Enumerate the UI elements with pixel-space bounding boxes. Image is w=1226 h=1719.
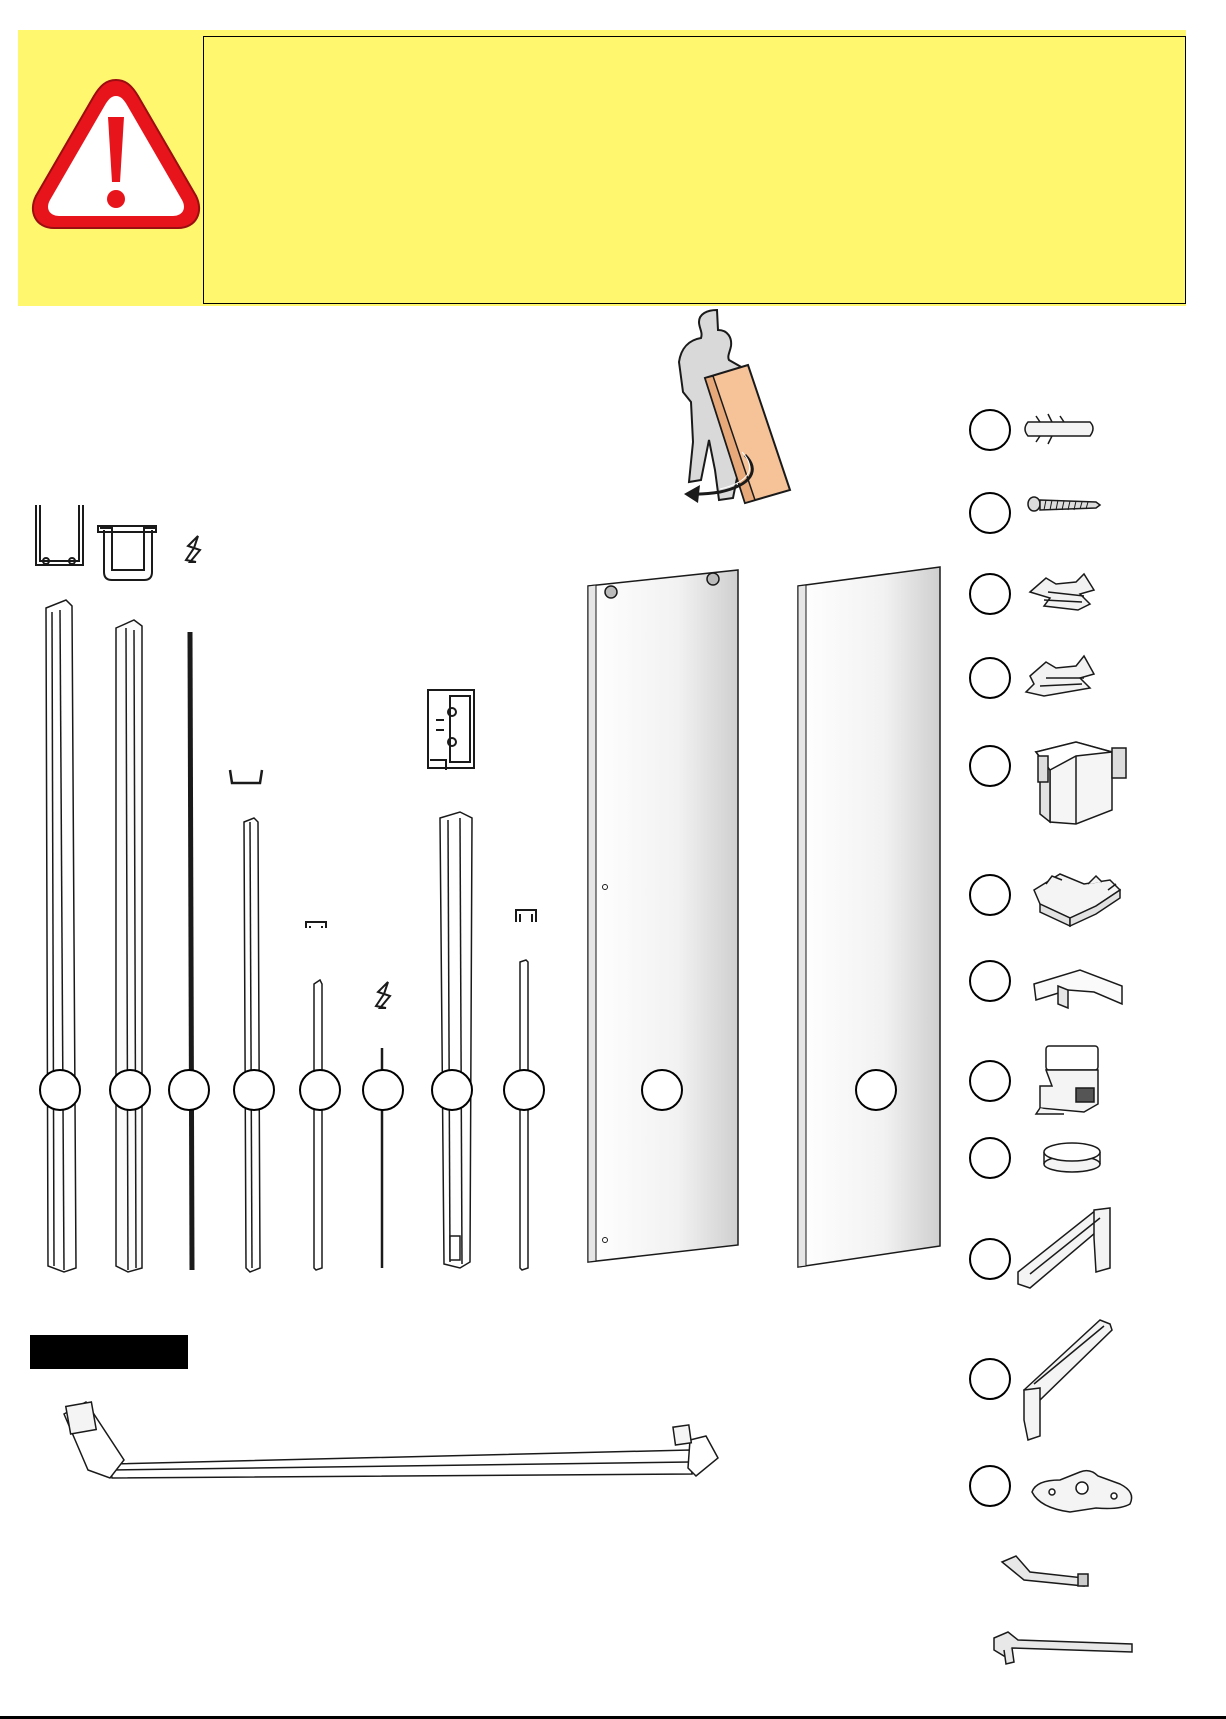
corner-cap-large-icon: [1036, 742, 1126, 824]
hex-key-long-icon: [994, 1632, 1132, 1664]
clip-b-icon: [1026, 656, 1094, 696]
stabilizer-bracket-a-icon: [1018, 1208, 1110, 1288]
u-profile-small-b: [520, 960, 528, 1270]
u-section-b: [516, 910, 536, 922]
stabilizer-bracket-b-icon: [1024, 1320, 1112, 1440]
wall-plug-icon: [1025, 414, 1093, 444]
u-profile-small: [314, 980, 322, 1270]
hex-key-short-icon: [1002, 1556, 1088, 1586]
track-profile: [440, 812, 472, 1268]
profile-section-a: [36, 505, 83, 565]
round-cap-icon: [1044, 1143, 1100, 1172]
channel-profile: [244, 818, 260, 1272]
glass-panel-fixed: [798, 567, 940, 1267]
track-section: [428, 690, 474, 770]
stabilizer-bar-icon: [64, 1402, 718, 1478]
carry-panel-person-icon: [679, 310, 790, 503]
wall-profile-a: [46, 600, 76, 1272]
glass-panel-door: [588, 570, 738, 1262]
hardware-number-circles: [970, 410, 1010, 1506]
section-label-bar: [30, 1335, 188, 1369]
channel-section: [230, 770, 262, 783]
seal-section-b: [376, 982, 390, 1008]
profile-section-b: [98, 526, 156, 580]
glass-clamp-icon: [1036, 1046, 1098, 1114]
seal-section-a: [186, 536, 200, 562]
corner-connector-icon: [1034, 874, 1120, 926]
u-section-a: [306, 922, 326, 928]
clip-a-icon: [1030, 574, 1094, 610]
seal-strip-a: [190, 632, 192, 1270]
screw-icon: [1028, 497, 1100, 511]
corner-cover-icon: [1034, 970, 1122, 1008]
wall-mount-plate-icon: [1032, 1471, 1132, 1512]
wall-profile-b: [116, 620, 142, 1272]
